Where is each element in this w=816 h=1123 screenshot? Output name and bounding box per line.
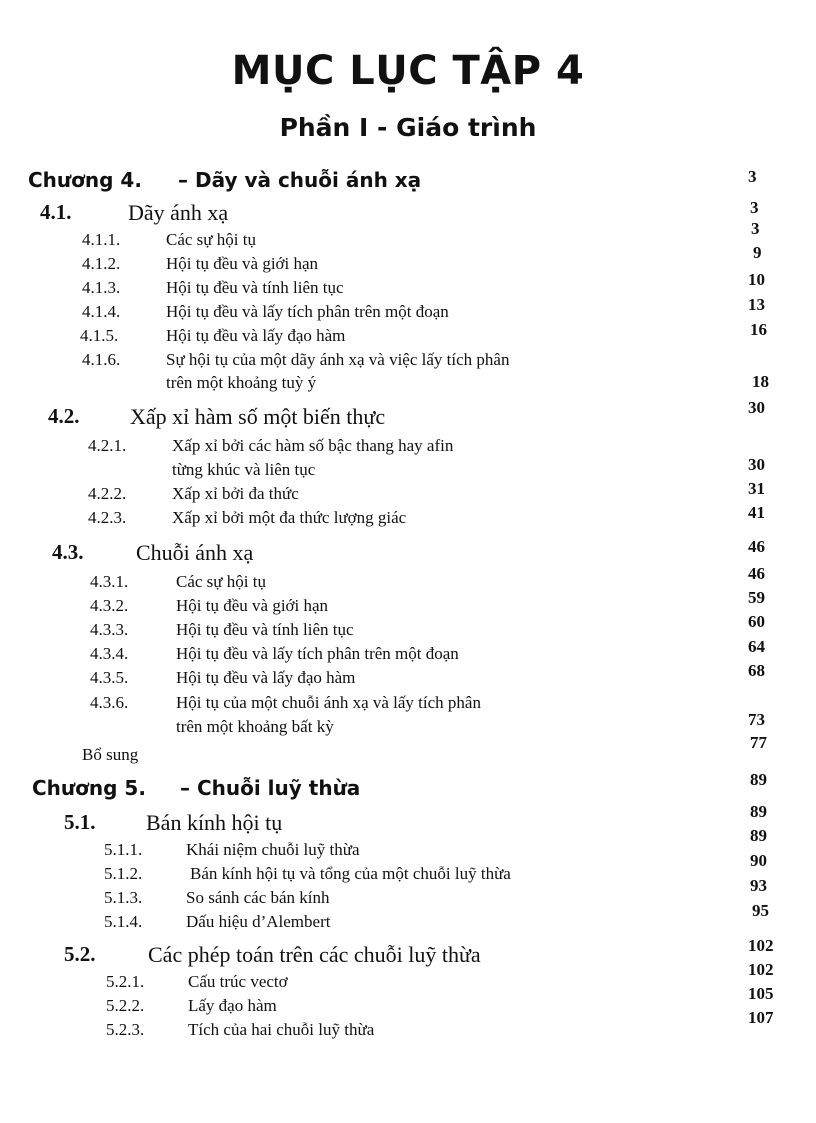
- section-number: 5.1.: [64, 810, 96, 834]
- page-title: MỤC LỤC TẬP 4: [231, 48, 585, 94]
- item-title-line2: từng khúc và liên tục: [172, 460, 316, 479]
- item-number: 4.3.3.: [90, 620, 129, 639]
- page-number: 93: [750, 876, 767, 895]
- item-number: 4.3.5.: [90, 668, 129, 687]
- chapter-title: – Chuỗi luỹ thừa: [180, 776, 361, 800]
- item-title: Hội tụ đều và giới hạn: [176, 596, 329, 615]
- section-title: Chuỗi ánh xạ: [136, 540, 254, 565]
- chapter-title: – Dãy và chuỗi ánh xạ: [178, 168, 422, 192]
- item-title: Lấy đạo hàm: [188, 996, 277, 1015]
- chapter-number: Chương 4.: [28, 168, 142, 192]
- page-number: 89: [750, 826, 767, 845]
- toc-item-4-1-3: [0, 278, 816, 302]
- item-title: Hội tụ đều và lấy tích phân trên một đoạn: [166, 302, 449, 321]
- toc-item-4-3-2: [0, 596, 816, 620]
- item-number: 5.2.1.: [106, 972, 145, 991]
- toc-section-4-3: [0, 540, 816, 564]
- page-number: 41: [748, 503, 765, 522]
- item-title: Hội tụ đều và tính liên tục: [166, 278, 344, 297]
- section-title: Các phép toán trên các chuỗi luỹ thừa: [148, 942, 481, 967]
- section-title: Bán kính hội tụ: [146, 810, 283, 835]
- toc-item-4-1-1: [0, 230, 816, 254]
- item-title: Sự hội tụ của một dãy ánh xạ và việc lấy tích phân: [166, 350, 510, 369]
- page-number: 95: [752, 901, 769, 920]
- toc-item-4-2-1: [0, 436, 816, 460]
- item-number: 5.2.2.: [106, 996, 145, 1015]
- toc-item-4-1-2: [0, 254, 816, 278]
- toc-chapter-5: [0, 776, 816, 800]
- page-number: 105: [748, 984, 774, 1003]
- item-title: Các sự hội tụ: [166, 230, 256, 249]
- page-number: 68: [748, 661, 765, 680]
- toc-chapter-4: [0, 168, 816, 192]
- item-number: 4.2.2.: [88, 484, 127, 503]
- item-number: 4.3.1.: [90, 572, 129, 591]
- item-title: Hội tụ đều và giới hạn: [166, 254, 319, 273]
- item-number: 4.1.6.: [82, 350, 121, 369]
- section-title: Dãy ánh xạ: [128, 200, 229, 225]
- toc-item-5-1-3: [0, 888, 816, 912]
- item-title: Hội tụ của một chuỗi ánh xạ và lấy tích phân: [176, 693, 481, 712]
- page-number: 89: [750, 802, 767, 821]
- item-number: 5.1.3.: [104, 888, 143, 907]
- part-title: Phần I - Giáo trình: [279, 113, 537, 142]
- toc-item-4-3-5: [0, 668, 816, 692]
- toc-item-4-1-6-continued: [0, 373, 816, 397]
- toc-item-4-1-5: [0, 326, 816, 350]
- item-title: Hội tụ đều và tính liên tục: [176, 620, 354, 639]
- page-number: 3: [750, 198, 759, 217]
- page-number: 60: [748, 612, 765, 631]
- item-number: 5.1.4.: [104, 912, 143, 931]
- section-number: 4.3.: [52, 540, 84, 564]
- item-number: 4.1.1.: [82, 230, 121, 249]
- page-number: 30: [748, 398, 765, 417]
- toc-item-5-2-3: [0, 1020, 816, 1044]
- section-number: 4.1.: [40, 200, 72, 224]
- item-number: 4.3.2.: [90, 596, 129, 615]
- page-number: 102: [748, 936, 774, 955]
- item-number: 4.1.5.: [80, 326, 119, 345]
- page-number: 10: [748, 270, 765, 289]
- page-number: 46: [748, 537, 765, 556]
- item-title: Cấu trúc vectơ: [188, 972, 288, 991]
- toc-item-4-2-2: [0, 484, 816, 508]
- page-number: 77: [750, 733, 767, 752]
- toc-item-4-2-1-continued: [0, 460, 816, 484]
- item-title: Dấu hiệu d’Alembert: [186, 912, 331, 931]
- toc-item-5-1-1: [0, 840, 816, 864]
- page-number: 3: [751, 219, 760, 238]
- item-number: 5.2.3.: [106, 1020, 145, 1039]
- toc-item-5-1-2: [0, 864, 816, 888]
- toc-item-5-2-1: [0, 972, 816, 996]
- item-title: Bán kính hội tụ và tổng của một chuỗi luỹ thừa: [190, 864, 511, 883]
- chapter-number: Chương 5.: [32, 776, 146, 800]
- item-number: 4.2.3.: [88, 508, 127, 527]
- page-number: 9: [753, 243, 762, 262]
- item-number: 4.1.4.: [82, 302, 121, 321]
- toc-section-5-1: [0, 810, 816, 834]
- item-title: Khái niệm chuỗi luỹ thừa: [186, 840, 360, 859]
- page-number: 59: [748, 588, 765, 607]
- page-number: 18: [752, 372, 769, 391]
- item-title: Tích của hai chuỗi luỹ thừa: [188, 1020, 375, 1039]
- page-number: 73: [748, 710, 765, 729]
- page-number: 90: [750, 851, 767, 870]
- item-number: 4.3.4.: [90, 644, 129, 663]
- item-title: Xấp xỉ bởi đa thức: [172, 484, 299, 503]
- toc-section-5-2: [0, 942, 816, 966]
- supplement-title: Bổ sung: [82, 745, 139, 764]
- section-title: Xấp xỉ hàm số một biến thực: [130, 404, 386, 429]
- toc-item-4-3-1: [0, 572, 816, 596]
- toc-item-4-2-3: [0, 508, 816, 532]
- item-title: Xấp xỉ bởi các hàm số bậc thang hay afin: [172, 436, 454, 455]
- page-number: 107: [748, 1008, 774, 1027]
- toc-item-4-1-4: [0, 302, 816, 326]
- page-number: 64: [748, 637, 765, 656]
- item-title: Các sự hội tụ: [176, 572, 266, 591]
- toc-item-4-3-3: [0, 620, 816, 644]
- page-number: 13: [748, 295, 765, 314]
- toc-item-5-2-2: [0, 996, 816, 1020]
- item-title: Hội tụ đều và lấy tích phân trên một đoạn: [176, 644, 459, 663]
- item-title-line2: trên một khoảng tuỳ ý: [166, 373, 317, 392]
- toc-item-5-1-4: [0, 912, 816, 936]
- page-number: 30: [748, 455, 765, 474]
- page-number: 46: [748, 564, 765, 583]
- item-title: Hội tụ đều và lấy đạo hàm: [166, 326, 346, 345]
- item-number: 5.1.2.: [104, 864, 143, 883]
- item-title: Xấp xỉ bởi một đa thức lượng giác: [172, 508, 407, 527]
- page-number: 31: [748, 479, 765, 498]
- item-number: 4.1.2.: [82, 254, 121, 273]
- toc-item-4-1-6: [0, 350, 816, 374]
- section-number: 4.2.: [48, 404, 80, 428]
- item-number: 4.2.1.: [88, 436, 127, 455]
- toc-item-4-3-6: [0, 693, 816, 717]
- item-number: 4.3.6.: [90, 693, 129, 712]
- toc-supplement: [0, 745, 816, 769]
- toc-item-4-3-4: [0, 644, 816, 668]
- section-number: 5.2.: [64, 942, 96, 966]
- page-number: 102: [748, 960, 774, 979]
- item-number: 4.1.3.: [82, 278, 121, 297]
- toc-section-4-1: [0, 200, 816, 224]
- toc-section-4-2: [0, 404, 816, 428]
- item-title-line2: trên một khoảng bất kỳ: [176, 717, 334, 736]
- item-number: 5.1.1.: [104, 840, 143, 859]
- item-title: Hội tụ đều và lấy đạo hàm: [176, 668, 356, 687]
- page-number: 3: [748, 167, 757, 186]
- item-title: So sánh các bán kính: [186, 888, 330, 907]
- page-number: 16: [750, 320, 767, 339]
- toc-item-4-3-6-continued: [0, 717, 816, 741]
- page-number: 89: [750, 770, 767, 789]
